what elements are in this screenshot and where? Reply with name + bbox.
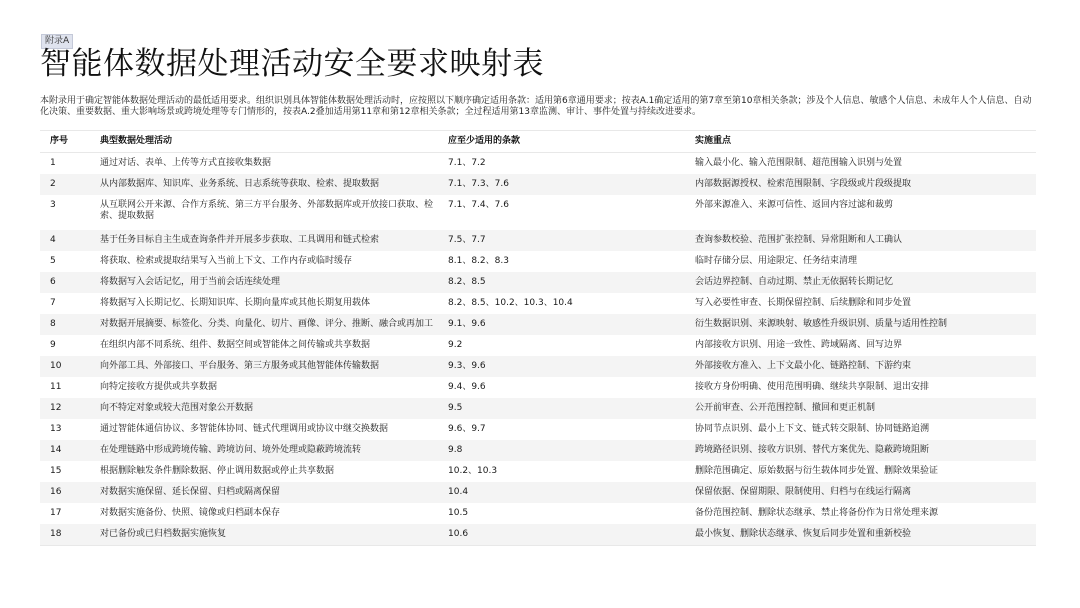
table-row	[40, 503, 1036, 524]
row-number: 16	[50, 486, 62, 497]
row-number: 12	[50, 402, 62, 413]
table-row	[40, 174, 1036, 195]
page-title: 智能体数据处理活动安全要求映射表	[40, 46, 544, 82]
row-key-points: 外部接收方准入、上下文最小化、链路控制、下游约束	[695, 360, 912, 371]
row-activity: 向特定接收方提供或共享数据	[100, 381, 218, 392]
row-key-points: 接收方身份明确、使用范围明确、继续共享限制、退出安排	[695, 381, 930, 392]
table-row	[40, 356, 1036, 377]
row-activity: 从互联网公开来源、合作方系统、第三方平台服务、外部数据库或开放接口获取、检索、提取数据	[100, 199, 434, 221]
row-activity: 将数据写入会话记忆，用于当前会话连续处理	[100, 276, 281, 287]
row-number: 9	[50, 339, 56, 350]
row-number: 5	[50, 255, 56, 266]
table-row	[40, 314, 1036, 335]
row-number: 6	[50, 276, 56, 287]
row-number: 15	[50, 465, 62, 476]
row-activity: 对已备份或已归档数据实施恢复	[100, 528, 227, 539]
row-key-points: 内部接收方识别、用途一致性、跨域隔离、回写边界	[695, 339, 903, 350]
table-row	[40, 461, 1036, 482]
table-body	[40, 153, 1036, 545]
row-activity: 将获取、检索或提取结果写入当前上下文、工作内存或临时缓存	[100, 255, 353, 266]
row-key-points: 写入必要性审查、长期保留控制、后续删除和同步处置	[695, 297, 912, 308]
row-clauses: 7.1、7.4、7.6	[448, 199, 509, 210]
table-row	[40, 335, 1036, 356]
table-row	[40, 272, 1036, 293]
row-number: 3	[50, 199, 56, 210]
table-row	[40, 293, 1036, 314]
row-activity: 向外部工具、外部接口、平台服务、第三方服务或其他智能体传输数据	[100, 360, 380, 371]
row-activity: 通过智能体通信协议、多智能体协同、链式代理调用或协议中继交换数据	[100, 423, 389, 434]
row-key-points: 输入最小化、输入范围限制、超范围输入识别与处置	[695, 158, 903, 168]
row-clauses: 9.5	[448, 402, 463, 413]
row-key-points: 最小恢复、删除状态继承、恢复后同步处置和重新校验	[695, 528, 912, 539]
column-header-key-points: 实施重点	[695, 136, 732, 146]
row-key-points: 协同节点识别、最小上下文、链式转交限制、协同链路追溯	[695, 423, 930, 434]
row-number: 7	[50, 297, 56, 308]
row-clauses: 7.5、7.7	[448, 234, 486, 245]
table-row	[40, 440, 1036, 461]
row-clauses: 9.3、9.6	[448, 360, 486, 371]
row-key-points: 保留依据、保留期限、限制使用、归档与在线运行隔离	[695, 486, 912, 497]
column-header-no: 序号	[50, 136, 69, 146]
row-clauses: 9.8	[448, 444, 463, 455]
row-activity: 从内部数据库、知识库、业务系统、日志系统等获取、检索、提取数据	[100, 178, 380, 189]
row-number: 2	[50, 178, 56, 189]
row-activity: 将数据写入长期记忆、长期知识库、长期向量库或其他长期复用载体	[100, 297, 371, 308]
row-clauses: 9.6、9.7	[448, 423, 486, 434]
row-number: 11	[50, 381, 62, 392]
row-clauses: 9.4、9.6	[448, 381, 486, 392]
table-row	[40, 230, 1036, 251]
row-clauses: 8.2、8.5、10.2、10.3、10.4	[448, 297, 573, 308]
intro-paragraph: 本附录用于确定智能体数据处理活动的最低适用要求。组织识别具体智能体数据处理活动时，应按照以下顺序确定适用条款：适用第6章通用要求；按表A.1确定适用的第7章至第10章相关条款；涉及个人信息、敏感个人信息、未成年人个人信息、自动化决策、重要数据、重大影响场景或跨境处理等专门情形的，按表A.2叠加适用第11章和第12章相关条款；全过程适用第13章监测、审计、事件处置与持续改进要求。	[40, 96, 1032, 117]
row-number: 10	[50, 360, 62, 371]
row-clauses: 9.1、9.6	[448, 318, 486, 329]
table-row	[40, 153, 1036, 174]
table-row	[40, 524, 1036, 545]
row-activity: 向不特定对象或较大范围对象公开数据	[100, 402, 254, 413]
mapping-table-container	[40, 130, 1036, 546]
row-key-points: 备份范围控制、删除状态继承、禁止将备份作为日常处理来源	[695, 507, 939, 518]
row-key-points: 跨境路径识别、接收方识别、替代方案优先、隐蔽跨境阻断	[695, 444, 930, 455]
row-clauses: 10.4	[448, 486, 469, 497]
row-clauses: 9.2	[448, 339, 463, 350]
table-header-row	[40, 131, 1036, 153]
row-clauses: 10.6	[448, 528, 469, 539]
table-row	[40, 251, 1036, 272]
row-key-points: 内部数据源授权、检索范围限制、字段级或片段级提取	[695, 178, 912, 189]
row-number: 4	[50, 234, 56, 245]
table-row	[40, 377, 1036, 398]
row-activity: 在处理链路中形成跨境传输、跨境访问、境外处理或隐蔽跨境流转	[100, 444, 362, 455]
row-key-points: 临时存储分层、用途限定、任务结束清理	[695, 255, 858, 266]
row-activity: 对数据实施备份、快照、镜像或归档副本保存	[100, 507, 281, 518]
table-row	[40, 195, 1036, 230]
row-key-points: 公开前审查、公开范围控制、撤回和更正机制	[695, 402, 876, 413]
row-clauses: 8.2、8.5	[448, 276, 486, 287]
row-clauses: 8.1、8.2、8.3	[448, 255, 509, 266]
row-clauses: 10.2、10.3	[448, 465, 498, 476]
row-number: 14	[50, 444, 62, 455]
row-activity: 对数据开展摘要、标签化、分类、向量化、切片、画像、评分、推断、融合或再加工	[100, 318, 434, 329]
row-activity: 基于任务目标自主生成查询条件并开展多步获取、工具调用和链式检索	[100, 234, 380, 245]
row-clauses: 7.1、7.2	[448, 158, 486, 168]
column-header-clauses: 应至少适用的条款	[448, 136, 521, 146]
row-activity: 通过对话、表单、上传等方式直接收集数据	[100, 158, 272, 168]
column-header-activity: 典型数据处理活动	[100, 136, 173, 146]
row-key-points: 删除范围确定、原始数据与衍生载体同步处置、删除效果验证	[695, 465, 939, 476]
row-number: 1	[50, 158, 56, 168]
row-number: 8	[50, 318, 56, 329]
row-key-points: 会话边界控制、自动过期、禁止无依据转长期记忆	[695, 276, 894, 287]
row-key-points: 衍生数据识别、来源映射、敏感性升级识别、质量与适用性控制	[695, 318, 948, 329]
appendix-tag: 附录A	[41, 34, 73, 49]
mapping-table	[40, 131, 1036, 545]
row-number: 17	[50, 507, 62, 518]
row-clauses: 10.5	[448, 507, 469, 518]
row-number: 13	[50, 423, 62, 434]
row-activity: 对数据实施保留、延长保留、归档或隔离保留	[100, 486, 281, 497]
table-row	[40, 398, 1036, 419]
row-key-points: 外部来源准入、来源可信性、返回内容过滤和裁剪	[695, 199, 894, 210]
row-activity: 根据删除触发条件删除数据、停止调用数据或停止共享数据	[100, 465, 335, 476]
row-number: 18	[50, 528, 62, 539]
row-activity: 在组织内部不同系统、组件、数据空间或智能体之间传输或共享数据	[100, 339, 371, 350]
table-row	[40, 419, 1036, 440]
row-clauses: 7.1、7.3、7.6	[448, 178, 509, 189]
table-row	[40, 482, 1036, 503]
row-key-points: 查询参数校验、范围扩张控制、异常阻断和人工确认	[695, 234, 903, 245]
